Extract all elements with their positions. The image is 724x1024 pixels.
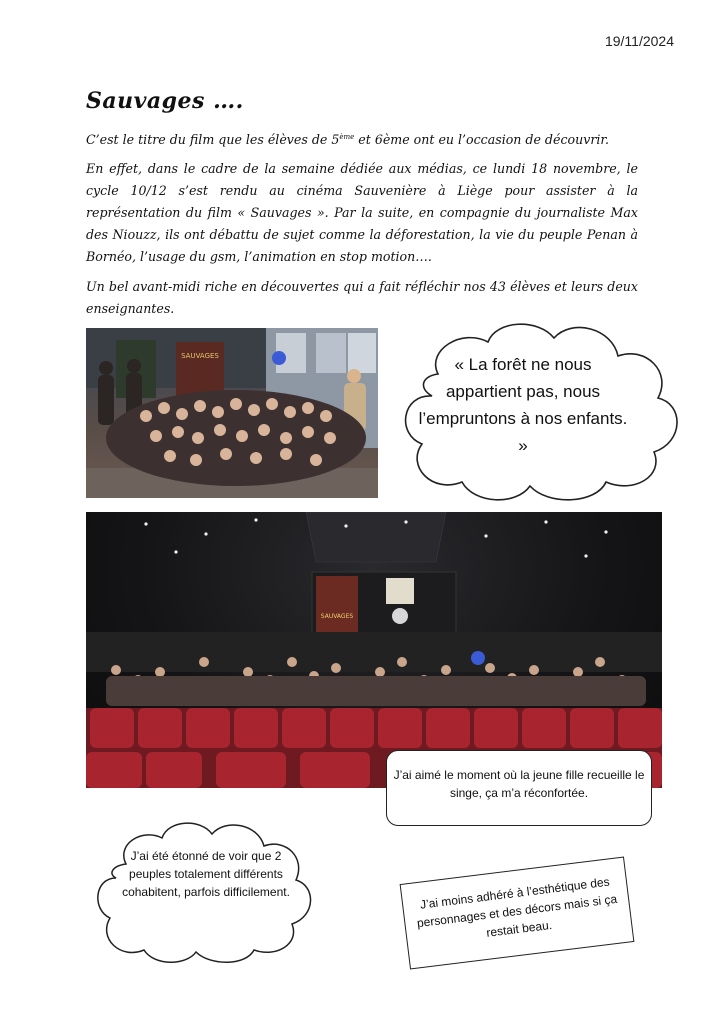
quote-tilted-text: J’ai moins adhéré à l’esthétique des personnages et des décors mais si ça restait beau. (416, 874, 618, 940)
group-photo-lobby (86, 328, 378, 498)
article-title: Sauvages …. (86, 88, 244, 114)
quote-small-cloud-text: J’ai été étonné de voir que 2 peuples totalement différents cohabitent, parfois difficilement. (122, 849, 290, 899)
quote-main-text: « La forêt ne nous appartient pas, nous l’empruntons à nos enfants. » (418, 355, 628, 455)
lobby-photo-illustration (86, 328, 378, 498)
quote-rounded-text: J’ai aimé le moment où la jeune fille recueille le singe, ça m’a réconfortée. (393, 768, 645, 800)
group-photo-cinema-hall (86, 512, 662, 788)
closing-paragraph: Un bel avant-midi riche en découvertes qui a fait réfléchir nos 43 élèves et leurs deux enseignantes. (86, 279, 638, 316)
body-paragraph: En effet, dans le cadre de la semaine dédiée aux médias, ce lundi 18 novembre, le cycle 10/12 s’est rendu au cinéma Sauvenière à Liège pour assister à la représentation du film « Sauvages ». Par la suite, en compagnie du journaliste Max des Niouzz, ils ont débattu de sujet comme la déforestation, la vie du peuple Penan à Bornéo, l’usage du gsm, l’animation en stop motion…. (86, 161, 638, 264)
page-date: 19/11/2024 (604, 33, 674, 49)
intro-text-a: C’est le titre du film que les élèves de 5 (86, 132, 340, 147)
poster-title: SAUVAGES (181, 352, 219, 360)
cinema-photo-illustration (86, 512, 662, 788)
screen-poster-title: SAUVAGES (320, 613, 354, 620)
intro-paragraph (86, 129, 638, 151)
intro-text-b: et 6ème ont eu l’occasion de découvrir. (354, 132, 609, 147)
intro-superscript: ème (339, 132, 355, 141)
